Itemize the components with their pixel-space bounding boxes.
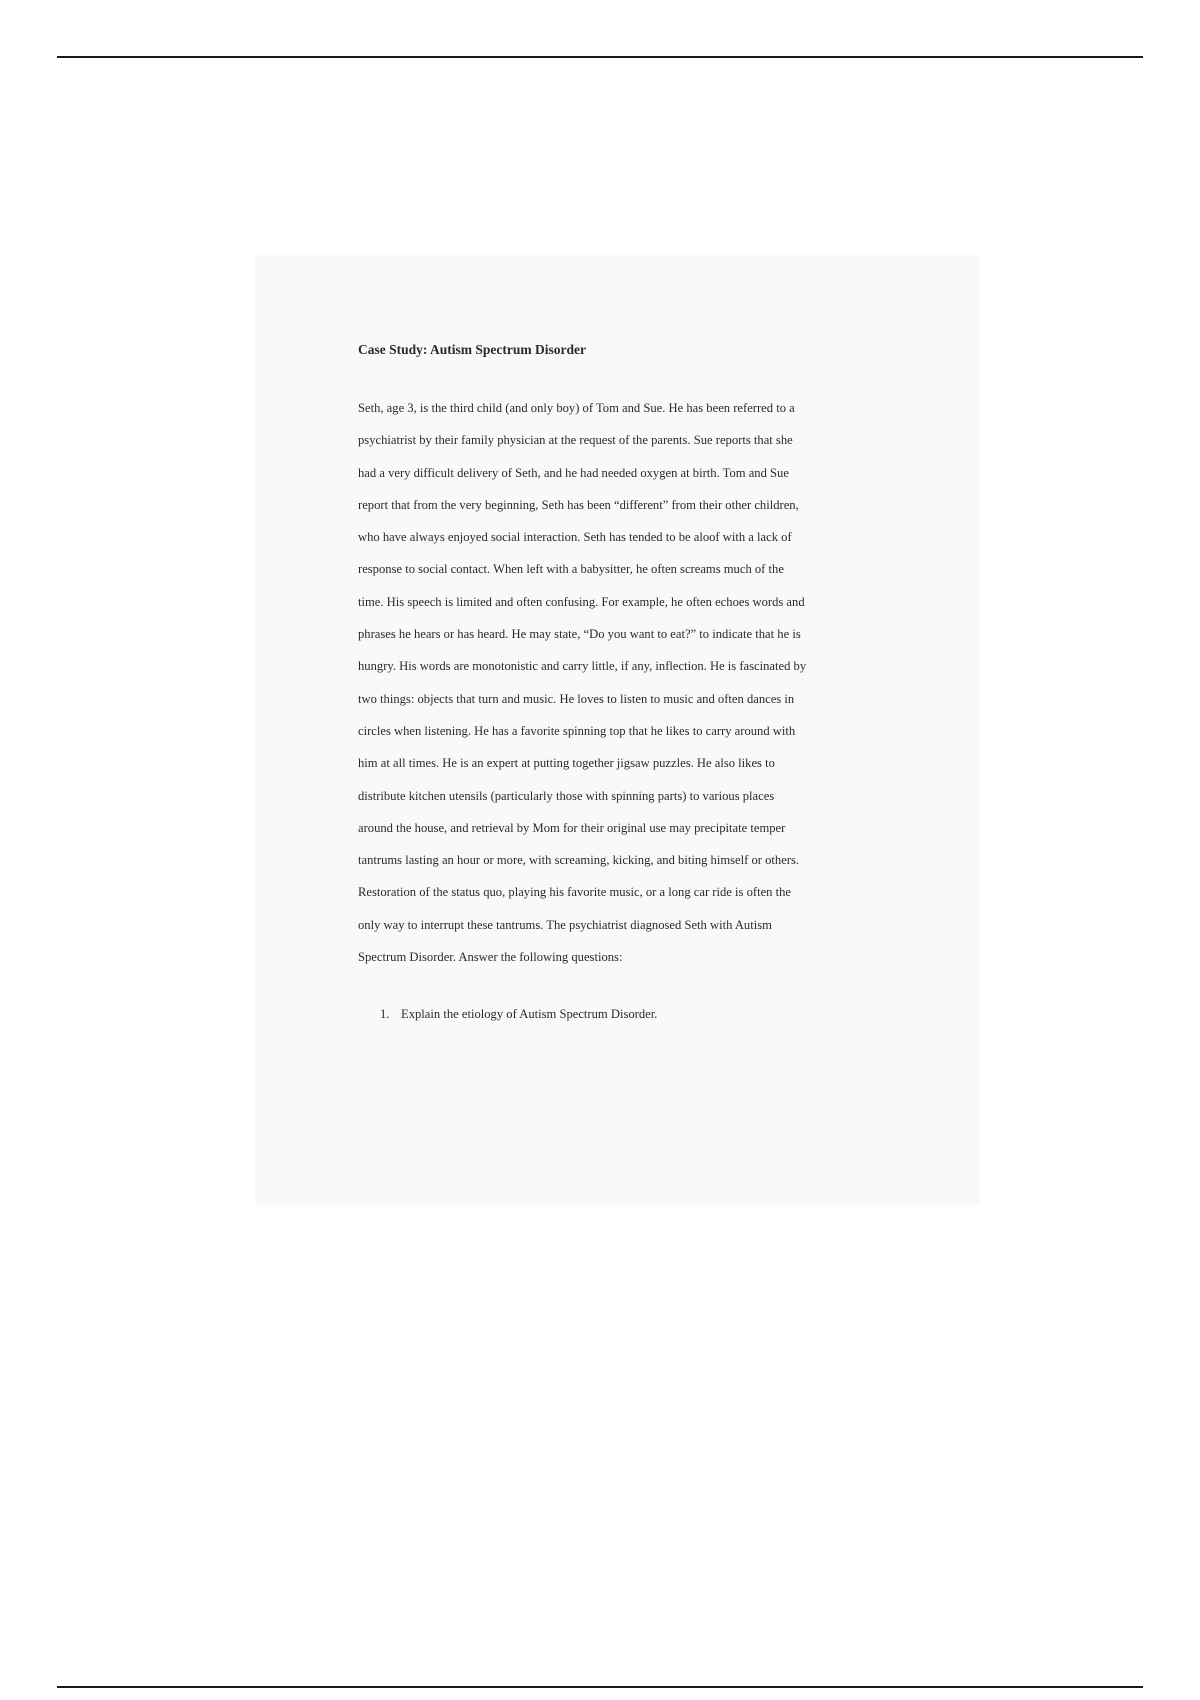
question-list	[358, 1000, 878, 1028]
question-number: 1.	[380, 1007, 390, 1022]
document-content	[358, 336, 878, 1028]
document-title: Case Study: Autism Spectrum Disorder	[358, 342, 586, 357]
paragraph-line: who have always enjoyed social interaction. Seth has tended to be aloof with a lack of	[358, 530, 792, 545]
paragraph-line: phrases he hears or has heard. He may state, “Do you want to eat?” to indicate that he is	[358, 627, 801, 642]
paragraph-line: report that from the very beginning, Seth has been “different” from their other children,	[358, 497, 799, 512]
paragraph-line: around the house, and retrieval by Mom for their original use may precipitate temper	[358, 820, 786, 835]
paragraph-line: two things: objects that turn and music. He loves to listen to music and often dances in	[358, 691, 795, 706]
paragraph-line: him at all times. He is an expert at putting together jigsaw puzzles. He also likes to	[358, 756, 775, 771]
question-text: Explain the etiology of Autism Spectrum Disorder.	[401, 1007, 658, 1022]
case-paragraph	[358, 392, 878, 973]
paragraph-line: Spectrum Disorder. Answer the following questions:	[358, 950, 623, 965]
paragraph-line: Seth, age 3, is the third child (and only boy) of Tom and Sue. He has been referred to a	[358, 401, 795, 415]
paragraph-line: Restoration of the status quo, playing his favorite music, or a long car ride is often the	[358, 885, 791, 900]
paragraph-line: time. His speech is limited and often confusing. For example, he often echoes words and	[358, 594, 805, 609]
paragraph-line: hungry. His words are monotonistic and carry little, if any, inflection. He is fascinated by	[358, 659, 807, 674]
question-item	[380, 1000, 878, 1028]
paragraph-line: circles when listening. He has a favorite spinning top that he likes to carry around with	[358, 723, 796, 738]
top-rule	[57, 56, 1143, 58]
title-gap	[358, 364, 878, 392]
paragraph-line: distribute kitchen utensils (particularly those with spinning parts) to various places	[358, 788, 775, 803]
paragraph-line: tantrums lasting an hour or more, with screaming, kicking, and biting himself or others.	[358, 853, 800, 868]
paragraph-line: response to social contact. When left with a babysitter, he often screams much of the	[358, 562, 784, 577]
paragraph-line: only way to interrupt these tantrums. The psychiatrist diagnosed Seth with Autism	[358, 917, 772, 932]
paragraph-line: had a very difficult delivery of Seth, and he had needed oxygen at birth. Tom and Sue	[358, 465, 789, 480]
bottom-rule	[57, 1686, 1143, 1688]
paragraph-line: psychiatrist by their family physician at the request of the parents. Sue reports that she	[358, 433, 793, 448]
